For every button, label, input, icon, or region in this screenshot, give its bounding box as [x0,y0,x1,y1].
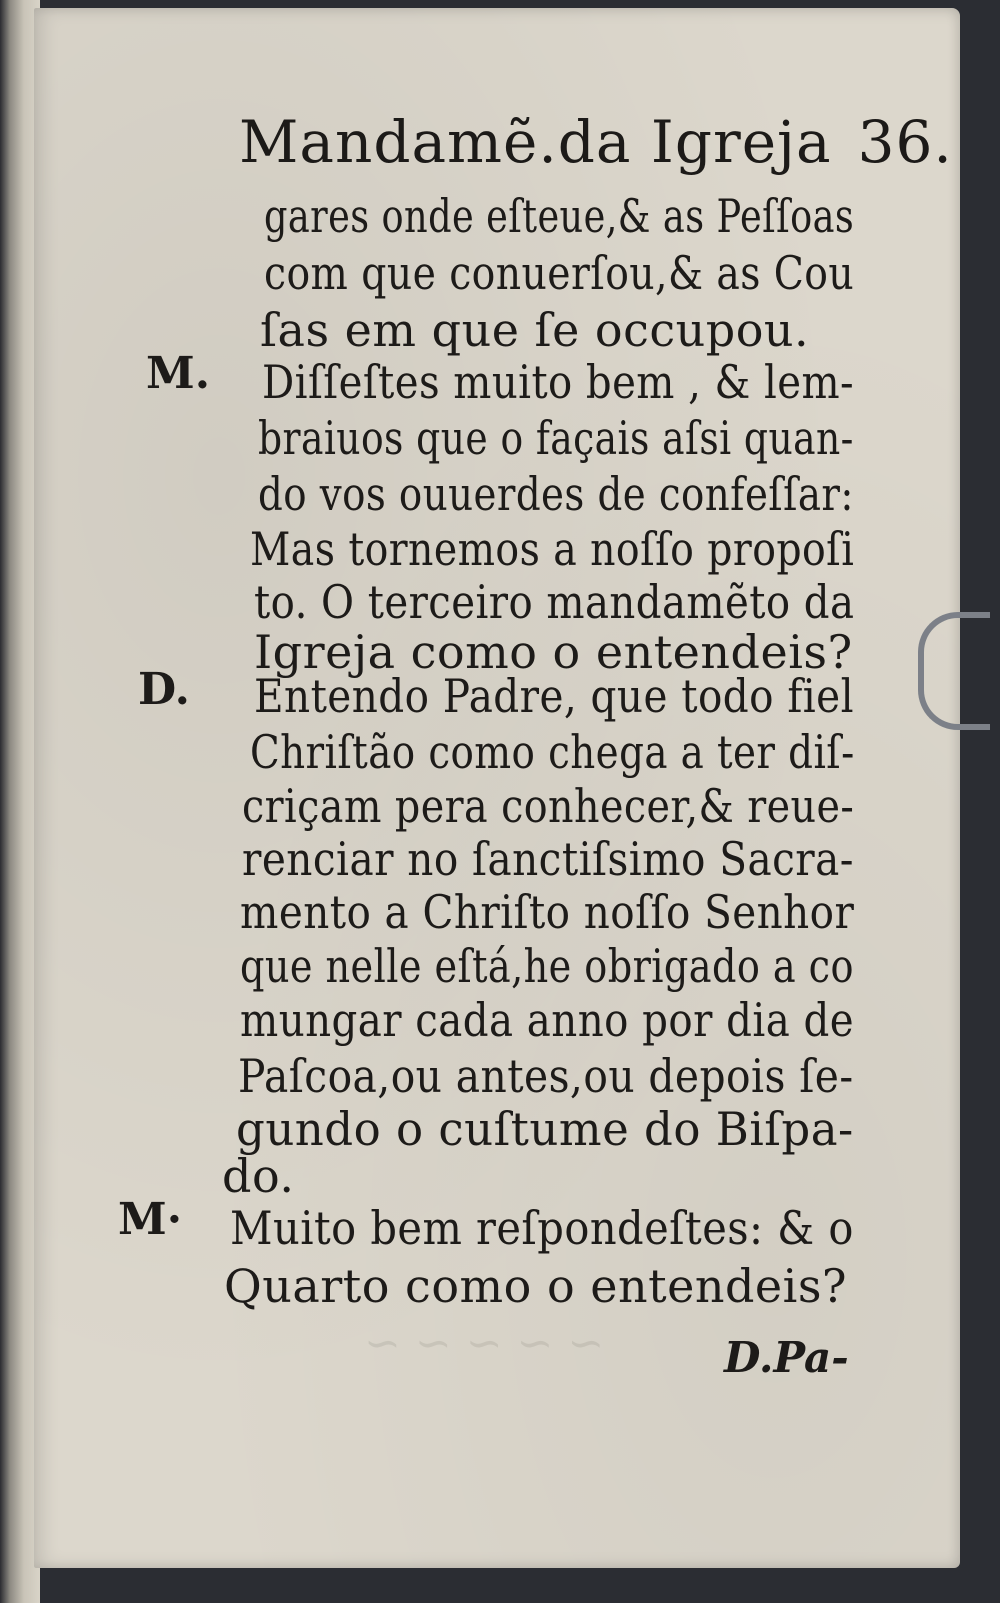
page-clip [918,612,990,730]
text-line: Chriſtão como chega a ter diſ- [250,725,855,779]
text-line: mungar cada anno por dia de [240,993,855,1047]
text-line: Diſſeſtes muito bem , & lem- [262,355,855,409]
speaker-marker-d1: D. [138,664,190,715]
text-line: braiuos que o façais aſsi quan- [258,411,854,465]
text-line: mento a Chriſto noſſo Senhor [240,885,855,939]
text-line: Quarto como o entendeis? [224,1259,848,1313]
running-header [239,108,953,176]
page-number: 36. [857,108,953,176]
catchword: D.Pa- [724,1333,849,1382]
show-through: ~ ~ ~ ~ ~ [364,1318,605,1369]
text-line: do vos ouuerdes de confeſſar: [258,467,854,521]
text-line: gares onde eſteue,& as Peſſoas [264,189,855,243]
text-line: to. O terceiro mandamẽto da [254,575,855,629]
text-line: Muito bem reſpondeſtes: & o [230,1201,854,1255]
text-line: ſas em que ſe occupou. [260,303,810,357]
text-line: do. [222,1149,295,1203]
book-page [34,8,960,1568]
text-line: com que conuerſou,& as Cou [264,246,855,300]
text-line: Entendo Padre, que todo fiel [254,669,855,723]
speaker-marker-m1: M. [146,348,211,399]
text-line: Mas tornemos a noſſo propoſi [250,522,855,576]
speaker-marker-m2: M· [118,1194,183,1245]
text-line: Igreja como o entendeis? [254,625,853,679]
text-line: que nelle eſtá,he obrigado a co [240,939,854,993]
text-line: criçam pera conhecer,& reue- [242,779,855,833]
text-line: gundo o cuſtume do Biſpa- [236,1102,854,1156]
text-line: Paſcoa,ou antes,ou depois ſe- [238,1049,854,1103]
header-title: Mandamẽ.da Igreja [239,108,832,176]
text-line: renciar no ſanctiſsimo Sacra- [242,832,854,886]
